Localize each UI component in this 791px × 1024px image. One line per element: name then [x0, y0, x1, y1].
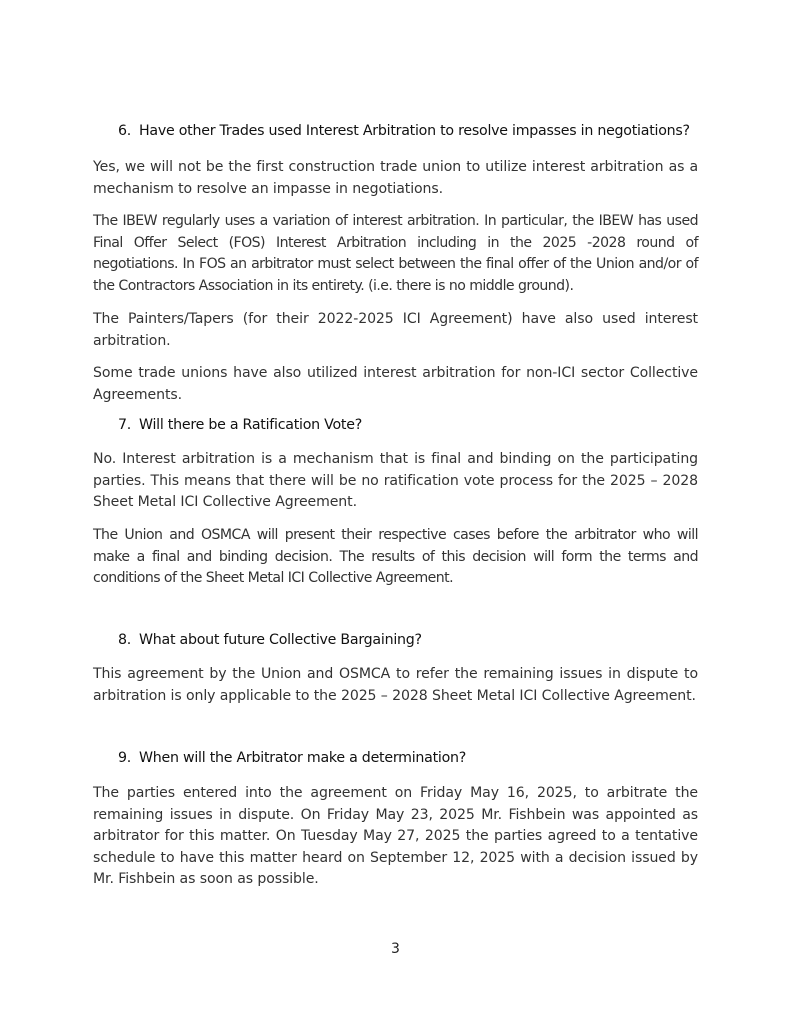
- section-number: 9.: [118, 750, 132, 766]
- section-title: Have other Trades used Interest Arbitration to resolve impasses in negotiations?: [139, 123, 690, 139]
- section-number: 6.: [118, 123, 132, 139]
- section-number: 7.: [118, 417, 132, 433]
- section-8-heading: [118, 632, 422, 648]
- section-8-paragraph-1: This agreement by the Union and OSMCA to refer the remaining issues in dispute to arbitration is only applicable to the 2025 – 2028 Sheet Metal ICI Collective Agreement.: [93, 666, 698, 704]
- section-number: 8.: [118, 632, 132, 648]
- section-6-paragraph-3: The Painters/Tapers (for their 2022-2025 ICI Agreement) have also used interest arbitration.: [93, 311, 698, 349]
- section-9-paragraph-1: The parties entered into the agreement on Friday May 16, 2025, to arbitrate the remaining issues in dispute. On Friday May 23, 2025 Mr. Fishbein was appointed as arbitrator for this matter. On Tuesday May 27, 2025 the parties agreed to a tentative schedule to have this matter heard on September 12, 2025 with a decision issued by Mr. Fishbein as soon as possible.: [93, 785, 698, 887]
- section-title: What about future Collective Bargaining?: [139, 632, 422, 648]
- section-6-paragraph-4: Some trade unions have also utilized interest arbitration for non-ICI sector Collective Agreements.: [93, 365, 698, 403]
- section-6-heading: [118, 123, 690, 139]
- section-7-paragraph-1: No. Interest arbitration is a mechanism that is final and binding on the participating parties. This means that there will be no ratification vote process for the 2025 – 2028 Sheet Metal ICI Collective Agreement.: [93, 451, 698, 510]
- section-7-heading: [118, 417, 362, 433]
- section-9-heading: [118, 750, 466, 766]
- section-6-paragraph-1: Yes, we will not be the first construction trade union to utilize interest arbitration as a mechanism to resolve an impasse in negotiations.: [93, 159, 698, 197]
- page-number: 3: [391, 941, 400, 957]
- section-7-paragraph-2: The Union and OSMCA will present their respective cases before the arbitrator who will make a final and binding decision. The results of this decision will form the terms and conditions of the Sheet Metal ICI Collective Agreement.: [93, 527, 698, 586]
- section-title: When will the Arbitrator make a determination?: [139, 750, 467, 766]
- section-title: Will there be a Ratification Vote?: [139, 417, 363, 433]
- section-6-paragraph-2: The IBEW regularly uses a variation of interest arbitration. In particular, the IBEW has used Final Offer Select (FOS) Interest Arbitration including in the 2025 -2028 round of negotiations. In FOS an arbitrator must select between the final offer of the Union and/or of the Contractors Association in its entirety. (i.e. there is no middle ground).: [93, 213, 698, 294]
